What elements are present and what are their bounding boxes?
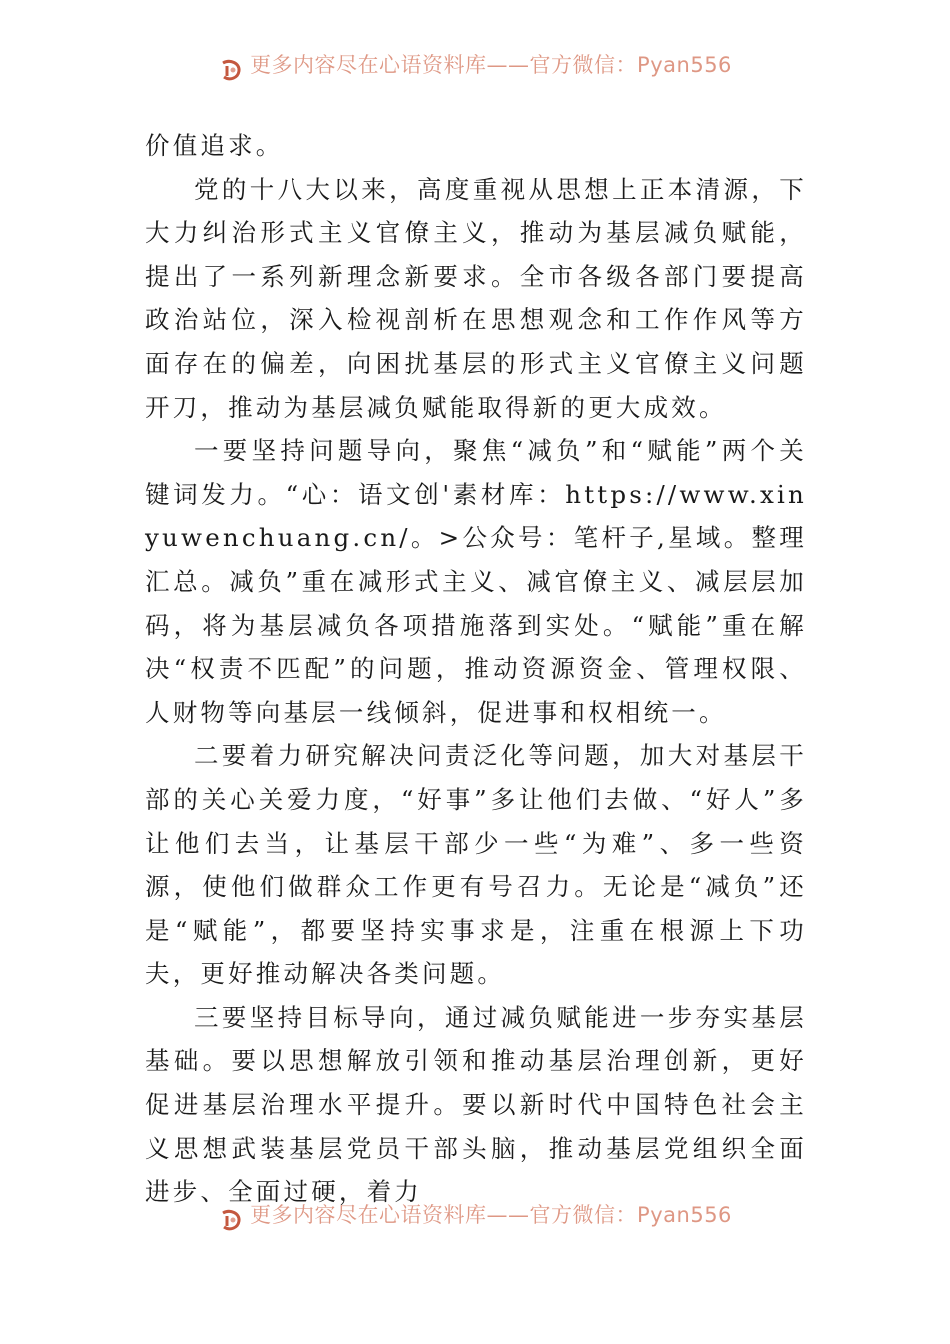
header-watermark-banner [0, 52, 950, 88]
paragraph: 价值追求。 [145, 131, 284, 160]
logo-icon [218, 57, 244, 83]
paragraph: 一要坚持问题导向，聚焦“减负”和“赋能”两个关键词发力。“心：语文创'素材库：https://www.xinyuwenchuang.cn/。>公众号：笔杆子,星域。整理汇总。减负”重在减形式主义、减官僚主义、减层层加码，将为基层减负各项措施落到实处。“赋能”重在解决“权责不匹配”的问题，推动资源资金、管理权限、人财物等向基层一线倾斜，促进事和权相统一。 [145, 436, 807, 727]
watermark-text: 更多内容尽在心语资料库——官方微信：Pyan556 [250, 53, 732, 77]
footer-watermark-banner [0, 1202, 950, 1238]
logo-icon [218, 1207, 244, 1233]
document-body [145, 124, 807, 1214]
paragraph: 二要着力研究解决问责泛化等问题，加大对基层干部的关心关爱力度，“好事”多让他们去做、“好人”多让他们去当，让基层干部少一些“为难”、多一些资源，使他们做群众工作更有号召力。无论是“减负”还是“赋能”，都要坚持实事求是，注重在根源上下功夫，更好推动解决各类问题。 [145, 741, 807, 989]
paragraph: 三要坚持目标导向，通过减负赋能进一步夯实基层基础。要以思想解放引领和推动基层治理创新，更好促进基层治理水平提升。要以新时代中国特色社会主义思想武装基层党员干部头脑，推动基层党组织全面进步、全面过硬，着力 [145, 1002, 807, 1207]
paragraph: 党的十八大以来，高度重视从思想上正本清源，下大力纠治形式主义官僚主义，推动为基层减负赋能，提出了一系列新理念新要求。全市各级各部门要提高政治站位，深入检视剖析在思想观念和工作作风等方面存在的偏差，向困扰基层的形式主义官僚主义问题开刀，推动为基层减负赋能取得新的更大成效。 [145, 174, 807, 422]
watermark-text: 更多内容尽在心语资料库——官方微信：Pyan556 [250, 1203, 732, 1227]
